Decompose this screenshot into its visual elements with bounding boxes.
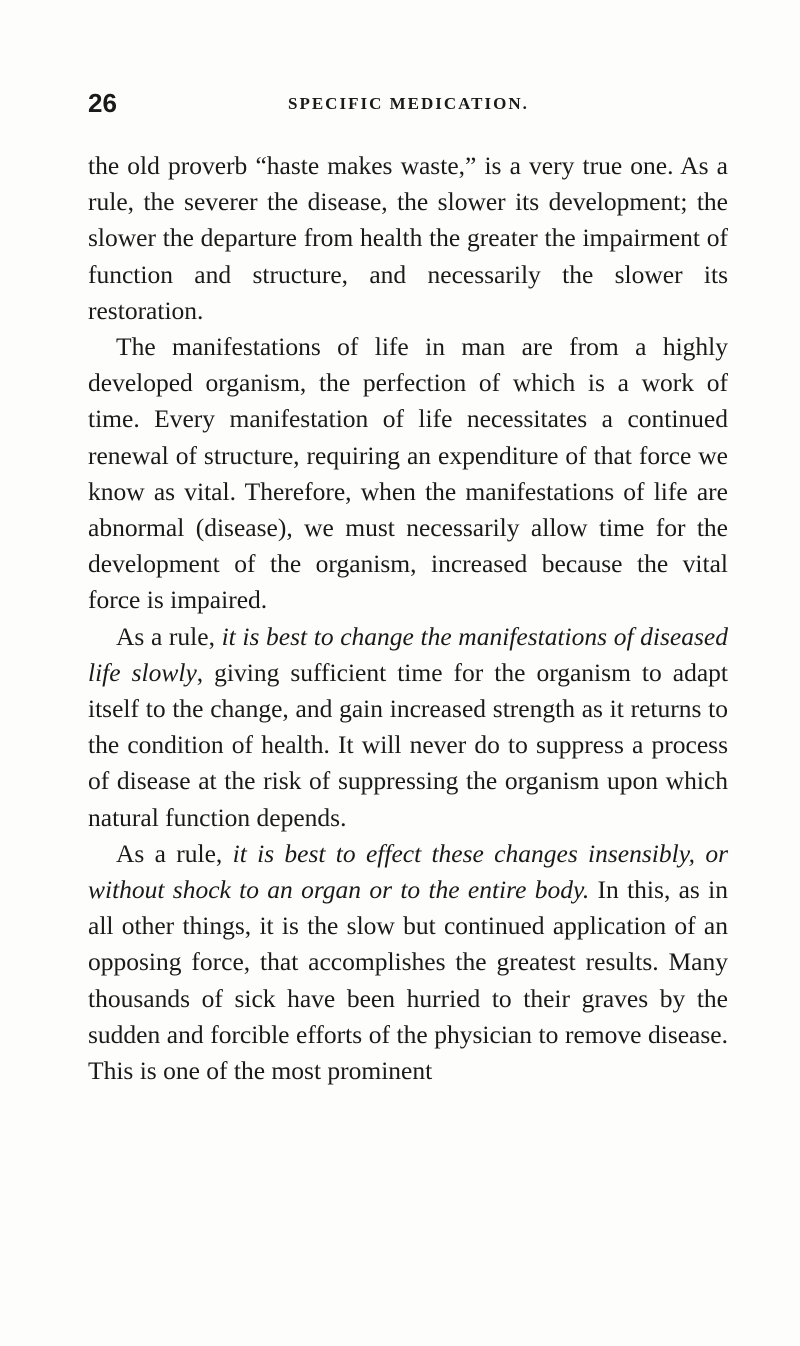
page-header <box>88 88 728 128</box>
paragraph-3-italic-text: it is best to change the manifestations of diseased life slowly <box>88 621 728 687</box>
paragraph-1-text: the old proverb “haste makes waste,” is a very true one. As a rule, the severer the disease, the slower its development; the slower the departure from health the greater the impairment of function and structure, and necessarily the slower its restoration. <box>88 151 728 325</box>
paragraph-3-text-b: , giving sufficient time for the organism to adapt itself to the change, and gain increased strength as it returns to the condition of health. It will never do to suppress a process of disease at the risk of suppressing the organism upon which natural function depends. <box>88 657 728 832</box>
body-text <box>88 148 728 1089</box>
paragraph-4-text-a: As a rule, <box>116 838 233 868</box>
paragraph-4-text-b: In this, as in all other things, it is the slow but continued application of an opposing force, that accomplishes the greatest results. Many thousands of sick have been hurried to their graves by the sudden and forcible efforts of the physician to remove disease. This is one of the most prominent <box>88 875 728 1086</box>
paragraph-2-text: The manifestations of life in man are from a highly developed organism, the perfection of which is a work of time. Every manifestation of life necessitates a continued renewal of structure, requiring an expenditure of that force we know as vital. Therefore, when the manifestations of life are abnormal (disease), we must necessarily allow time for the development of the organism, increased because the vital force is impaired. <box>88 332 728 615</box>
running-title: SPECIFIC MEDICATION. <box>288 94 529 113</box>
paragraph-4-italic-text: it is best to effect these changes insensibly, or without shock to an organ or to the entire body. <box>88 838 728 905</box>
paragraph-3 <box>88 619 728 836</box>
paragraph-2 <box>88 329 728 619</box>
paragraph-1 <box>88 148 728 329</box>
page-number: 26 <box>88 88 117 118</box>
paragraph-4 <box>88 836 728 1089</box>
paragraph-3-text-a: As a rule, <box>116 621 222 651</box>
